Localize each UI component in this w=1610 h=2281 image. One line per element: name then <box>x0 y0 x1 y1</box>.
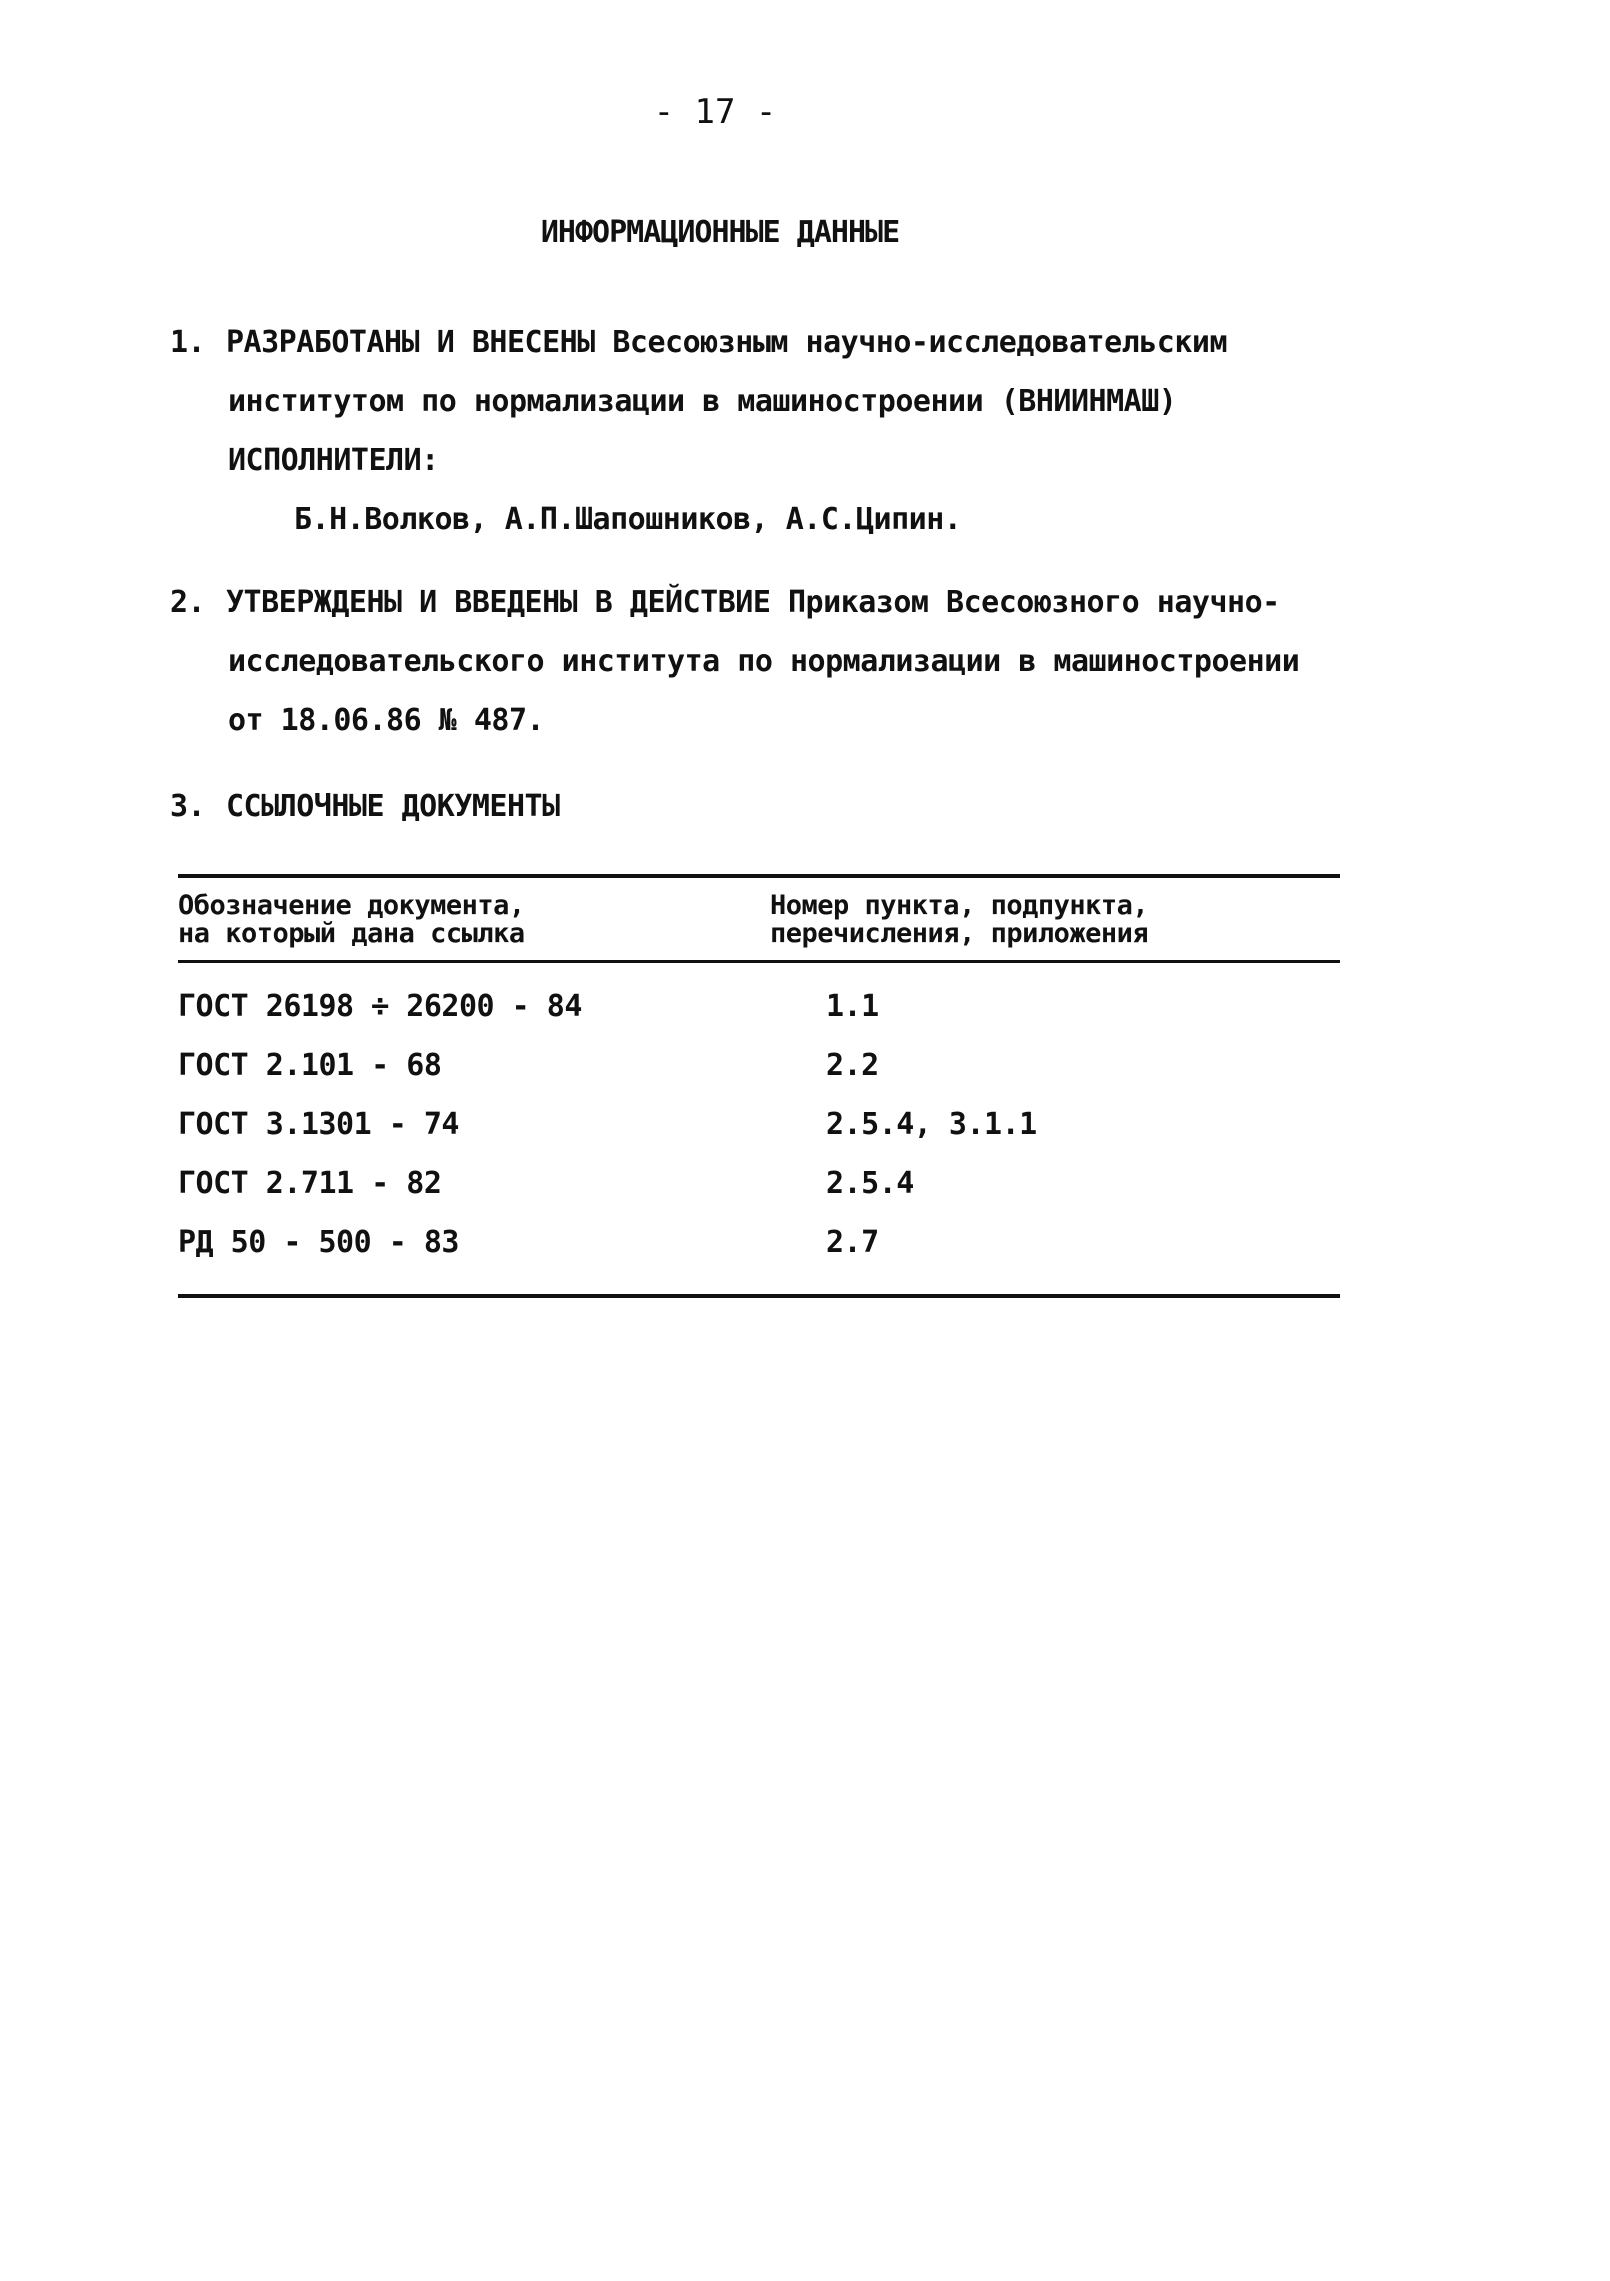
section-3-heading: 3. ССЫЛОЧНЫЕ ДОКУМЕНТЫ <box>170 777 560 836</box>
table-row <box>178 1213 1340 1272</box>
section-references <box>170 777 560 836</box>
table-cell-document: ГОСТ 3.1301 - 74 <box>178 1107 459 1142</box>
table-cell-document: ГОСТ 26198 ÷ 26200 - 84 <box>178 989 582 1024</box>
section-1-authors: Б.Н.Волков, А.П.Шапошников, А.С.Ципин. <box>294 502 962 537</box>
table-body <box>178 963 1340 1294</box>
section-2-line-2: исследовательского института по нормализации в машиностроении <box>228 644 1300 679</box>
header-reference-column: Номер пункта, подпункта, перечисления, приложения <box>770 890 1149 949</box>
section-1-line-2: институтом по нормализации в машиностроении (ВНИИНМАШ) <box>228 384 1177 419</box>
table-cell-document: РД 50 - 500 - 83 <box>178 1225 459 1260</box>
table-header <box>178 878 1340 963</box>
section-1-line-1: 1. РАЗРАБОТАНЫ И ВНЕСЕНЫ Всесоюзным научно-исследовательским <box>170 313 1227 372</box>
section-2-number: 2. <box>170 585 206 620</box>
table-cell-reference: 2.5.4, 3.1.1 <box>826 1107 1037 1142</box>
section-1-line-3: ИСПОЛНИТЕЛИ: <box>228 443 439 478</box>
header-document-column: Обозначение документа, на который дана ссылка <box>178 890 525 949</box>
table-cell-reference: 2.7 <box>826 1225 879 1260</box>
page-number: - 17 - <box>653 92 777 132</box>
table-cell-document: ГОСТ 2.711 - 82 <box>178 1166 442 1201</box>
table-cell-reference: 1.1 <box>826 989 879 1024</box>
section-developed <box>170 313 1227 549</box>
table-cell-reference: 2.2 <box>826 1048 879 1083</box>
section-3-number: 3. <box>170 789 206 824</box>
section-2-line-3: от 18.06.86 № 487. <box>228 703 545 738</box>
table-row <box>178 1036 1340 1095</box>
document-title: ИНФОРМАЦИОННЫЕ ДАННЫЕ <box>540 215 900 250</box>
table-row <box>178 1095 1340 1154</box>
table-row <box>178 977 1340 1036</box>
section-2-line-1: 2. УТВЕРЖДЕНЫ И ВВЕДЕНЫ В ДЕЙСТВИЕ Приказом Всесоюзного научно- <box>170 573 1299 632</box>
section-approved <box>170 573 1299 750</box>
references-table <box>178 874 1340 1298</box>
table-cell-reference: 2.5.4 <box>826 1166 914 1201</box>
section-1-number: 1. <box>170 325 206 360</box>
table-cell-document: ГОСТ 2.101 - 68 <box>178 1048 442 1083</box>
table-row <box>178 1154 1340 1213</box>
